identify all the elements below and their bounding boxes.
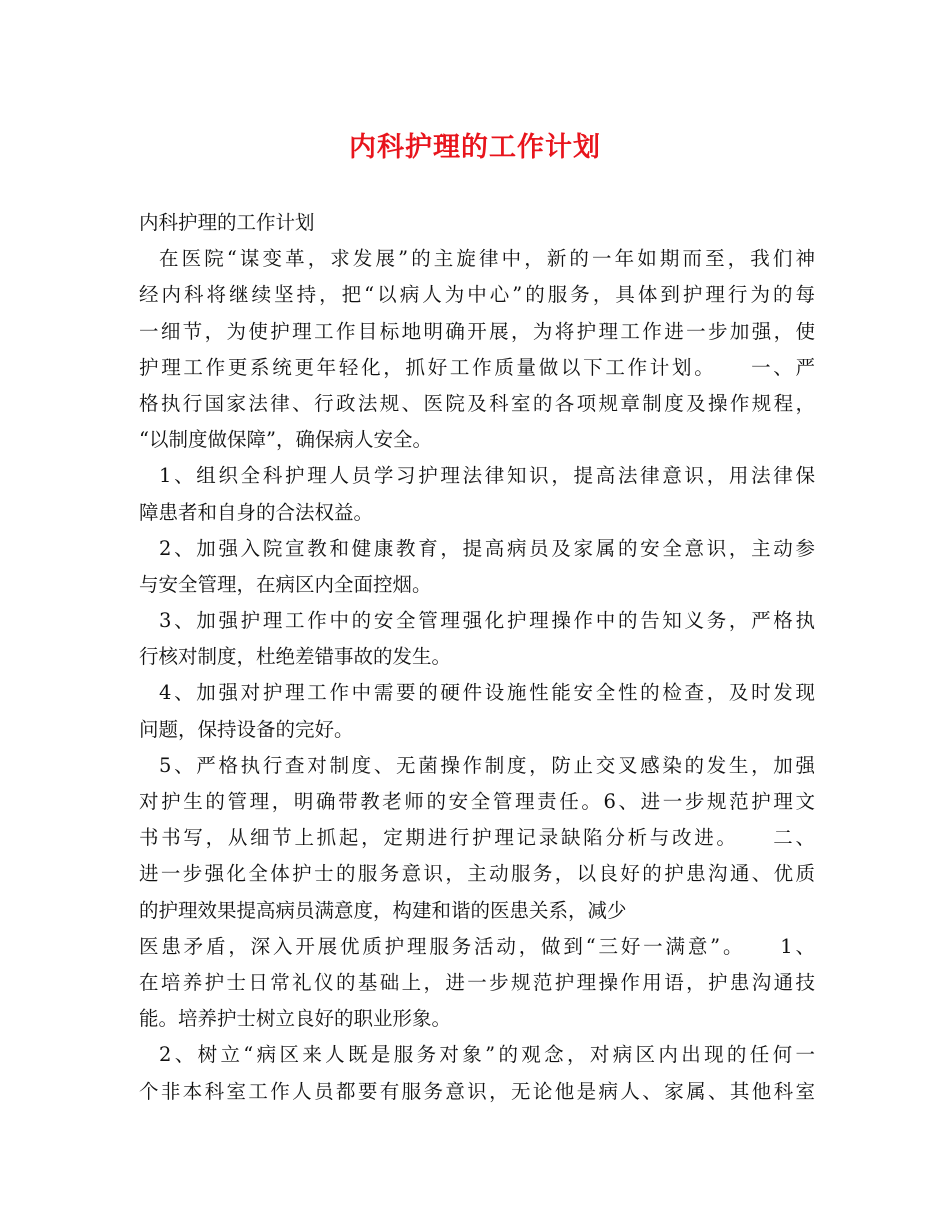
document-title: 内科护理的工作计划: [349, 132, 601, 163]
body-line: 医患矛盾，深入开展优质护理服务活动，做到“三好一满意”。 1、: [139, 934, 815, 958]
body-line: 3、加强护理工作中的安全管理强化护理操作中的告知义务，严格执: [159, 609, 815, 633]
body-line: 个非本科室工作人员都要有服务意识，无论他是病人、家属、其他科室: [139, 1079, 815, 1103]
document-body: [139, 205, 815, 1110]
body-line: 2、加强入院宣教和健康教育，提高病员及家属的安全意识，主动参: [159, 536, 815, 560]
body-line: 2、树立“病区来人既是服务对象”的观念，对病区内出现的任何一: [159, 1043, 815, 1067]
body-line: 4、加强对护理工作中需要的硬件设施性能安全性的检查，及时发现: [159, 681, 815, 705]
body-line: 进一步强化全体护士的服务意识，主动服务，以良好的护患沟通、优质: [139, 862, 815, 886]
body-line: 5、严格执行查对制度、无菌操作制度，防止交叉感染的发生，加强: [159, 753, 815, 777]
body-line: 与安全管理，在病区内全面控烟。: [139, 572, 432, 596]
body-line: 对护生的管理，明确带教老师的安全管理责任。6、进一步规范护理文: [139, 790, 815, 813]
body-line: “以制度做保障”，确保病人安全。: [139, 428, 432, 452]
body-line: 经内科将继续坚持，把“以病人为中心”的服务，具体到护理行为的每: [139, 283, 815, 307]
body-line: 一细节，为使护理工作目标地明确开展，为将护理工作进一步加强，使: [139, 319, 815, 343]
body-line: 护理工作更系统更年轻化，抓好工作质量做以下工作计划。 一、严: [139, 355, 815, 379]
body-line: 的护理效果提高病员满意度，构建和谐的医患关系，减少: [139, 898, 627, 922]
body-line: 1、组织全科护理人员学习护理法律知识，提高法律意识，用法律保: [159, 464, 815, 488]
body-line: 能。培养护士树立良好的职业形象。: [139, 1007, 452, 1031]
body-line: 内科护理的工作计划: [139, 211, 315, 234]
body-line: 障患者和自身的合法权益。: [139, 500, 374, 524]
body-line: 在培养护士日常礼仪的基础上，进一步规范护理操作用语，护患沟通技: [139, 970, 815, 994]
body-line: 格执行国家法律、行政法规、医院及科室的各项规章制度及操作规程，: [139, 391, 815, 415]
body-line: 在医院“谋变革，求发展”的主旋律中，新的一年如期而至，我们神: [159, 247, 815, 271]
body-line: 书书写，从细节上抓起，定期进行护理记录缺陷分析与改进。 二、: [139, 826, 815, 850]
body-line: 行核对制度，杜绝差错事故的发生。: [139, 645, 452, 669]
body-line: 问题，保持设备的完好。: [139, 717, 354, 741]
